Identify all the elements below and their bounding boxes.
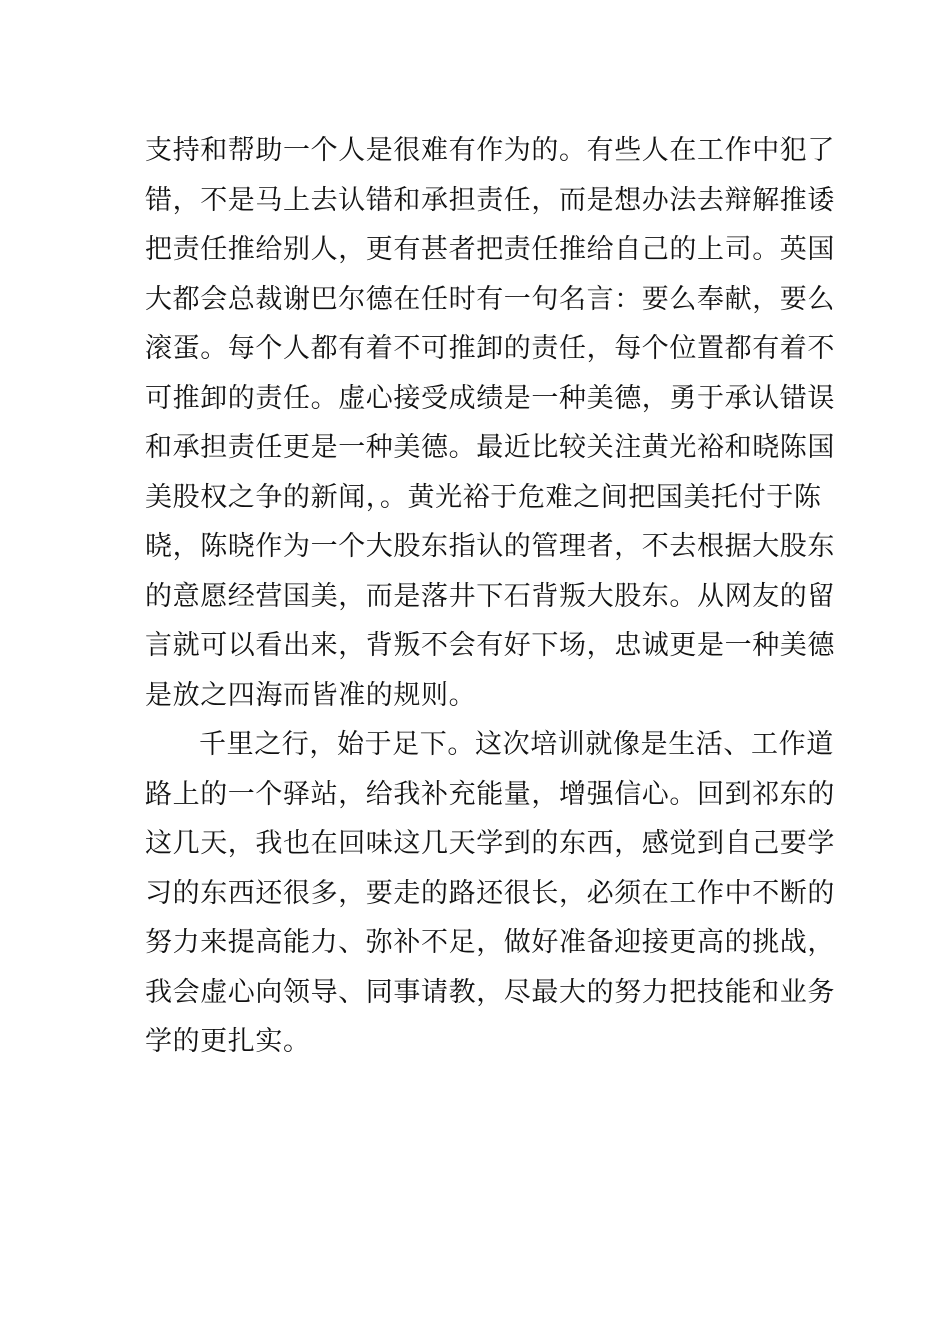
paragraph-2-line-5: 努力来提高能力、弥补不足，做好准备迎接更高的挑战， <box>145 927 835 958</box>
paragraph-1-line-6: 可推卸的责任。虚心接受成绩是一种美德，勇于承认错误 <box>145 382 835 414</box>
paragraph-2-line-7: 学的更扎实。 <box>145 1026 311 1057</box>
paragraph-1-line-2: 错，不是马上去认错和承担责任，而是想办法去辩解推诿 <box>145 184 835 216</box>
paragraph-2-line-6: 我会虚心向领导、同事请教，尽最大的努力把技能和业务 <box>145 976 835 1008</box>
paragraph-1-line-3: 把责任推给别人，更有甚者把责任推给自己的上司。英国 <box>145 234 835 265</box>
paragraph-1-line-5: 滚蛋。每个人都有着不可推卸的责任，每个位置都有着不 <box>145 333 835 364</box>
paragraph-1-line-8: 美股权之争的新闻，。黄光裕于危难之间把国美托付于陈 <box>145 481 822 513</box>
paragraph-1-line-4: 大都会总裁谢巴尔德在任时有一句名言：要么奉献，要么 <box>145 283 835 315</box>
paragraph-2-line-4: 习的东西还很多，要走的路还很长，必须在工作中不断的 <box>145 877 835 909</box>
paragraph-1-line-7: 和承担责任更是一种美德。最近比较关注黄光裕和晓陈国 <box>145 432 835 463</box>
paragraph-1-line-1: 支持和帮助一个人是很难有作为的。有些人在工作中犯了 <box>145 135 835 166</box>
paragraph-2-line-2: 路上的一个驿站，给我补充能量，增强信心。回到祁东的 <box>145 778 835 810</box>
paragraph-1-line-12: 是放之四海而皆准的规则。 <box>145 679 477 711</box>
paragraph-2-line-3: 这几天，我也在回味这几天学到的东西，感觉到自己要学 <box>145 828 835 859</box>
paragraph-1-line-11: 言就可以看出来，背叛不会有好下场，忠诚更是一种美德 <box>145 630 835 661</box>
document-body <box>145 126 835 1067</box>
paragraph-2-line-1: 千里之行，始于足下。这次培训就像是生活、工作道 <box>199 729 834 760</box>
paragraph-1-line-10: 的意愿经营国美，而是落井下石背叛大股东。从网友的留 <box>145 580 835 612</box>
paragraph-1-line-9: 晓，陈晓作为一个大股东指认的管理者，不去根据大股东 <box>145 531 835 562</box>
